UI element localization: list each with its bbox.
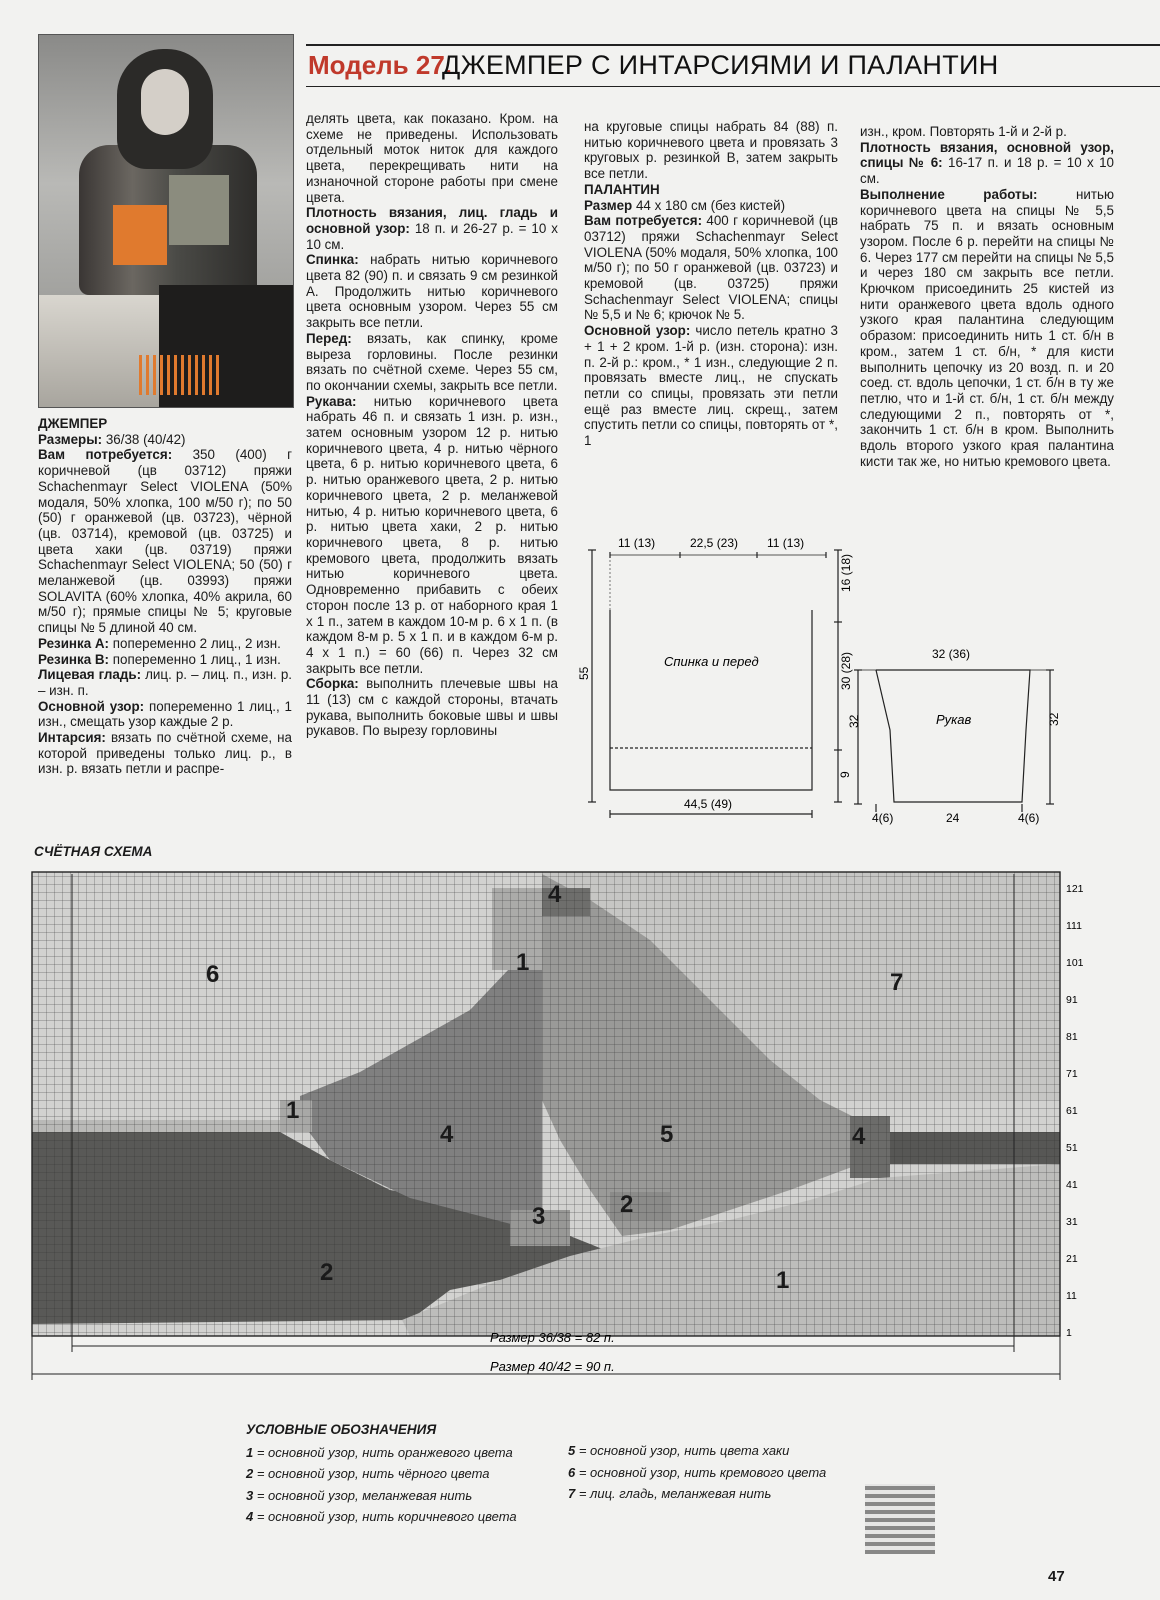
size-40-42: Размер 40/42 = 90 п. — [490, 1359, 615, 1374]
chart-title: СЧЁТНАЯ СХЕМА — [34, 844, 153, 859]
row-label: 11 — [1066, 1290, 1077, 1302]
legend-value: = основной узор, нить коричневого цвета — [253, 1509, 517, 1524]
dim-height: 55 — [577, 666, 591, 680]
sleeve-top: 32 (36) — [932, 647, 971, 661]
dim-right-1: 16 (18) — [839, 553, 853, 592]
paragraph-heading: Перед: — [306, 330, 352, 346]
paragraph — [584, 198, 838, 214]
legend-key: 5 — [568, 1443, 576, 1458]
zone-number: 6 — [206, 961, 220, 988]
legend-value: = основной узор, нить кремового цвета — [575, 1464, 827, 1480]
paragraph — [860, 124, 1114, 140]
paragraph — [306, 394, 558, 677]
row-label: 101 — [1066, 957, 1084, 969]
legend-item — [246, 1485, 517, 1507]
paragraph-heading: Плотность вязания, лиц. гладь и основной узор: — [306, 205, 558, 236]
row-label: 1 — [1066, 1327, 1072, 1339]
row-label: 21 — [1066, 1253, 1078, 1265]
qr-code — [865, 1484, 935, 1554]
size-36-38: Размер 36/38 = 82 п. — [490, 1330, 615, 1345]
sleeve-label: Рукав — [936, 712, 972, 727]
paragraph — [38, 730, 292, 777]
paragraph-text: выполнить плечевые швы на 11 (13) см с каждой стороны, втачать рукава, выполнить боковые швы и швы рукавов. По вырезу горловины — [306, 676, 558, 739]
zone-number: 1 — [286, 1097, 300, 1124]
paragraph — [306, 252, 558, 331]
paragraph-heading: Вам потребуется: — [38, 447, 173, 463]
paragraph-text: нитью коричневого цвета на спицы № 5,5 набрать 75 п. и вязать основным узором. После 6 р. перейти на спицы № 6. Через 177 см перейти на спицы № 5,5 и через 180 см закрыть все петли. Крючком присоединить 25 кистей из нити оранжевого цвета вдоль одного узкого края палантина следующим образом: присоединить нить 1 ст. б/н в кром., затем 1 ст. б/н, * для кисти выполнить цепочку из 20 возд. п. и 20 соед. ст. вдоль цепочки, 1 ст. б/н в ту же петлю, что и 1-й ст. б/н, 1 ст. б/н между следующими 2 п., повторять от *, закончить 1 ст. б/н в кром. Выполнить вдоль второго узкого края палантина кисти так же, но нитью кремового цвета. — [860, 186, 1115, 469]
legend-key: 4 — [246, 1509, 254, 1524]
paragraph-heading: Лицевая гладь: — [38, 667, 142, 683]
paragraph-heading: Интарсия: — [38, 730, 106, 746]
legend-item — [568, 1440, 826, 1462]
sleeve-right: 32 — [1047, 712, 1061, 726]
paragraph-text: 18 п. и 26-27 р. = 10 х 10 см. — [306, 220, 558, 252]
paragraph — [306, 111, 558, 205]
text-column-4 — [860, 124, 1114, 469]
text-column-1 — [38, 416, 292, 777]
legend-value: = основной узор, нить чёрного цвета — [253, 1466, 490, 1481]
sleeve-diagram — [847, 640, 1070, 835]
model-number: Модель 27. — [308, 50, 453, 80]
dim-top-mid: 22,5 (23) — [690, 536, 739, 550]
row-label: 51 — [1066, 1142, 1078, 1154]
paragraph — [584, 213, 838, 323]
paragraph — [38, 652, 292, 668]
paragraph — [306, 676, 558, 739]
paragraph — [38, 432, 292, 448]
paragraph-text: изн., кром. Повторять 1-й и 2-й р. — [860, 124, 1067, 139]
paragraph-text: на круговые спицы набрать 84 (88) п. нитью коричневого цвета и провязать 3 круговых р. резинкой В, затем закрыть все петли. — [584, 119, 838, 182]
paragraph — [306, 205, 558, 252]
paragraph-text: делять цвета, как показано. Кром. на схеме не приведены. Использовать отдельный моток ниток для каждого цвета, перекрещивать нити на изнаночной стороне работы при смене цвета. — [306, 111, 558, 205]
article-title: ДЖЕМПЕР С ИНТАРСИЯМИ И ПАЛАНТИН — [442, 50, 999, 80]
paragraph — [38, 636, 292, 652]
legend-item — [246, 1506, 517, 1528]
model-photo — [38, 34, 294, 408]
paragraph-text: 36/38 (40/42) — [102, 431, 186, 447]
legend-value: = лиц. гладь, меланжевая нить — [575, 1486, 772, 1501]
paragraph-heading: Рукава: — [306, 393, 357, 409]
row-label: 31 — [1066, 1216, 1078, 1228]
paragraph-text: попеременно 2 лиц., 2 изн. — [109, 635, 281, 651]
text-column-3 — [584, 119, 838, 449]
zone-number: 1 — [776, 1267, 790, 1294]
zone-number: 7 — [890, 969, 904, 996]
legend-key: 6 — [568, 1464, 576, 1480]
zone-number: 2 — [620, 1191, 634, 1218]
paragraph-text: 44 х 180 см (без кистей) — [632, 197, 786, 213]
paragraph — [38, 416, 292, 432]
sleeve-bottom-3: 4(6) — [1018, 811, 1040, 825]
sleeve-bottom-2: 24 — [946, 811, 960, 825]
paragraph-heading: Размер — [584, 197, 633, 213]
zone-number: 4 — [440, 1121, 454, 1148]
paragraph-text: лиц. р. – лиц. п., изн. р. – изн. п. — [38, 667, 292, 698]
zone-number: 5 — [660, 1121, 674, 1148]
zone-number: 3 — [532, 1203, 546, 1230]
paragraph — [38, 699, 292, 730]
dim-right-2: 30 (28) — [839, 651, 853, 690]
paragraph-heading: Основной узор: — [584, 323, 691, 339]
row-label: 71 — [1066, 1068, 1078, 1080]
zone-number: 1 — [516, 949, 530, 976]
back-front-diagram — [577, 530, 853, 825]
sleeve-bottom-1: 4(6) — [872, 811, 894, 825]
paragraph-heading: Резинка А: — [38, 635, 110, 651]
legend-item — [246, 1442, 517, 1464]
legend-item — [568, 1483, 826, 1505]
paragraph-heading: Спинка: — [306, 252, 359, 268]
row-label: 61 — [1066, 1105, 1078, 1117]
paragraph-text: 350 (400) г коричневой (цв 03712) пряжи Schachenmayr Select VIOLENA (50% модаля, 50% хлопка, 100 м/50 г); по 50 (50) г оранжевой (цв. 03723), чёрной (цв. 03714), кремовой (цв. 03725) и цвета хаки (цв. 03719) пряжи Schachenmayr Select VIOLENA; 50 (50) г меланжевой (цв. 03993) пряжи SOLAVITA (60% хлопка, 40% акрила, 60 м/50 г); прямые спицы № 5; круговые спицы № 5 длиной 40 см. — [38, 447, 292, 636]
dim-right-3: 9 — [838, 771, 852, 778]
paragraph-heading: Основной узор: — [38, 698, 145, 714]
paragraph-text: 400 г коричневой (цв 03712) пряжи Schachenmayr Select VIOLENA (50% модаля, 50% хлопка, 100 м/50 г); по 50 г оранжевой (цв. 03723) и кремовой (цв. 03725) пряжи Schachenmayr Select VIOLENA; спицы № 5,5 и № 6; крючок № 5. — [584, 213, 838, 323]
legend-value: = основной узор, нить оранжевого цвета — [253, 1444, 513, 1460]
legend-value: = основной узор, нить цвета хаки — [575, 1443, 790, 1458]
zone-number: 2 — [320, 1259, 334, 1286]
text-column-2 — [306, 111, 558, 739]
paragraph-heading: Плотность вязания, основной узор, спицы № 6: — [860, 139, 1114, 171]
paragraph-heading: ДЖЕМПЕР — [38, 416, 108, 431]
paragraph — [306, 331, 558, 394]
paragraph — [584, 119, 838, 182]
paragraph — [860, 187, 1114, 470]
paragraph-text: число петель кратно 3 + 1 + 2 кром. 1-й р. (изн. сторона): изн. п. 2-й р.: кром., * 1 изн., следующие 2 п. провязать вместе лиц., не спускать петли со спицы, провязать эти петли ещё раз вместе лиц. скрещ., затем спустить петли со спицы, повторять от *, 1 — [584, 323, 838, 449]
legend-item — [568, 1462, 826, 1484]
row-label: 121 — [1066, 883, 1084, 895]
legend-value: = основной узор, меланжевая нить — [253, 1487, 473, 1503]
paragraph-text: попеременно 1 лиц., 1 изн., смещать узор каждые 2 р. — [38, 698, 292, 730]
paragraph-text: вязать, как спинку, кроме выреза горловины. После резинки вязать по счётной схеме. Через 55 см, по окончании схемы, закрыть все петли. — [306, 330, 558, 393]
legend-title: УСЛОВНЫЕ ОБОЗНАЧЕНИЯ — [246, 1422, 437, 1437]
paragraph-heading: Размеры: — [38, 431, 103, 447]
page-number: 47 — [1048, 1568, 1065, 1585]
legend-column-2 — [568, 1440, 826, 1505]
paragraph-text: 16-17 п. и 18 р. = 10 х 10 см. — [860, 155, 1114, 187]
legend — [246, 1419, 517, 1528]
diagram-label: Спинка и перед — [664, 654, 759, 669]
paragraph — [584, 323, 838, 449]
legend-key: 1 — [246, 1444, 254, 1460]
paragraph — [38, 667, 292, 698]
paragraph-text: вязать по счётной схеме, на которой приведены только лиц. р., в изн. р. вязать петли и распре- — [38, 730, 292, 777]
legend-key: 3 — [246, 1487, 254, 1503]
dim-top-right: 11 (13) — [767, 536, 805, 550]
paragraph — [860, 140, 1114, 187]
paragraph — [584, 182, 838, 198]
paragraph-text: набрать нитью коричневого цвета 82 (90) п. и связать 9 см резинкой А. Продолжить нитью коричневого цвета основным узором. Через 55 см закрыть все петли. — [306, 252, 558, 331]
sleeve-left: 32 — [847, 714, 861, 728]
counting-chart — [30, 860, 1090, 1405]
paragraph-heading: Резинка В: — [38, 651, 110, 667]
paragraph-heading: Вам потребуется: — [584, 213, 703, 229]
paragraph-heading: ПАЛАНТИН — [584, 181, 660, 197]
paragraph-heading: Сборка: — [306, 676, 359, 692]
row-label: 41 — [1066, 1179, 1078, 1191]
zone-number: 4 — [548, 881, 562, 908]
legend-key: 7 — [568, 1486, 576, 1501]
article-header — [306, 44, 1160, 94]
zone-number: 4 — [852, 1123, 866, 1150]
legend-item — [246, 1463, 517, 1485]
row-label: 81 — [1066, 1031, 1078, 1043]
legend-key: 2 — [246, 1466, 254, 1481]
paragraph-text: попеременно 1 лиц., 1 изн. — [109, 651, 281, 667]
dim-top-left: 11 (13) — [618, 536, 656, 550]
paragraph-text: нитью коричневого цвета набрать 46 п. и связать 1 изн. р. изн., затем основным узором 12 р. нитью коричневого цвета, 4 р. нитью чёрного цвета, 6 р. нитью коричневого цвета, 6 р. нитью оранжевого цвета, 2 р. нитью коричневого цвета, 2 р. меланжевой нитью, 4 р. нитью коричневого цвета, 6 р. нитью цвета хаки, 2 р. нитью коричневого цвета, 8 р. нитью кремового цвета, продолжить вязать нитью коричневого цвета. Одновременно прибавить с обеих сторон после 13 р. от наборного края 1 х 1 п., затем в каждом 10-м р. 6 х 1 п. (в каждом 8-м р. 5 х 1 п. и в каждом 6-м р. 4 х 1 п.) = 60 (66) п. Через 32 см закрыть все петли. — [306, 393, 558, 676]
paragraph-heading: Выполнение работы: — [860, 186, 1038, 202]
dim-bottom: 44,5 (49) — [684, 797, 733, 811]
row-label: 111 — [1066, 920, 1082, 932]
paragraph — [38, 447, 292, 635]
row-label: 91 — [1066, 994, 1078, 1006]
